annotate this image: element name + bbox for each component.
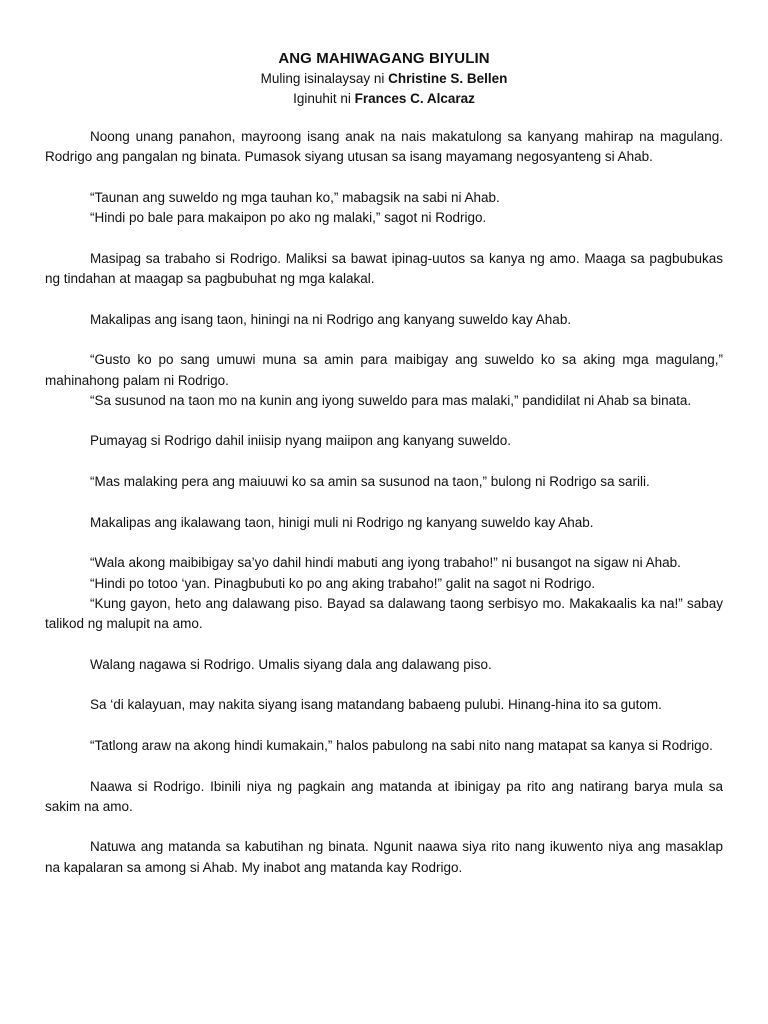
story-paragraph: Makalipas ang isang taon, hiningi na ni Rodrigo ang kanyang suweldo kay Ahab. [90, 311, 572, 327]
retold-by-line [45, 69, 723, 89]
story-block [45, 777, 723, 818]
story-paragraph: Pumayag si Rodrigo dahil iniisip nyang maiipon ang kanyang suweldo. [90, 433, 512, 449]
author-name: Christine S. Bellen [388, 71, 508, 86]
story-block [45, 736, 723, 756]
story-paragraph: “Kung gayon, heto ang dalawang piso. Bayad sa dalawang taong serbisyo mo. Makakaalis ka na!” sabay talikod ng malupit na amo. [45, 595, 723, 632]
document-title: ANG MAHIWAGANG BIYULIN [278, 50, 490, 67]
story-block [45, 127, 723, 168]
story-block [45, 431, 723, 451]
story-paragraph: “Mas malaking pera ang maiuuwi ko sa amin sa susunod na taon,” bulong ni Rodrigo sa sarili. [90, 474, 650, 490]
illustrated-by-prefix: Iginuhit ni [293, 91, 355, 106]
illustrated-by-line [45, 89, 723, 109]
story-paragraph: “Sa susunod na taon mo na kunin ang iyong suweldo para mas malaki,” pandidilat ni Ahab sa binata. [90, 392, 692, 408]
story-paragraph: “Hindi po bale para makaipon po ako ng malaki,” sagot ni Rodrigo. [90, 210, 487, 226]
story-paragraph: “Tatlong araw na akong hindi kumakain,” halos pabulong na sabi nito nang matapat sa kanya si Rodrigo. [90, 737, 713, 753]
story-block [45, 513, 723, 533]
story-paragraph: Walang nagawa si Rodrigo. Umalis siyang dala ang dalawang piso. [90, 656, 492, 672]
story-block [45, 695, 723, 715]
story-paragraph: Noong unang panahon, mayroong isang anak na nais makatulong sa kanyang mahirap na magulang. Rodrigo ang pangalan ng binata. Pumasok siyang utusan sa isang mayamang negosyanteng si Ahab. [45, 129, 723, 165]
story-block [45, 837, 723, 878]
illustrator-name: Frances C. Alcaraz [354, 91, 475, 106]
story-paragraph: Makalipas ang ikalawang taon, hinigi muli ni Rodrigo ng kanyang suweldo kay Ahab. [90, 514, 594, 530]
story-block [45, 553, 723, 634]
document-header [45, 48, 723, 109]
story-block [45, 249, 723, 290]
story-block [45, 310, 723, 330]
story-block [45, 188, 723, 229]
story-block [45, 350, 723, 411]
story-paragraph: Natuwa ang matanda sa kabutihan ng binata. Ngunit naawa siya rito nang ikuwento niya ang masaklap na kapalaran sa among si Ahab. My inabot ang matanda kay Rodrigo. [45, 839, 723, 875]
story-block [45, 655, 723, 675]
retold-by-prefix: Muling isinalaysay ni [260, 71, 389, 86]
story-paragraph: “Taunan ang suweldo ng mga tauhan ko,” mabagsik na sabi ni Ahab. [90, 189, 500, 205]
story-paragraph: Masipag sa trabaho si Rodrigo. Maliksi sa bawat ipinag-uutos sa kanya ng amo. Maaga sa pagbubukas ng tindahan at maagap sa pagbubuhat ng mga kalakal. [45, 250, 723, 287]
story-paragraph: “Wala akong maibibigay sa’yo dahil hindi mabuti ang iyong trabaho!” ni busangot na sigaw ni Ahab. [90, 555, 681, 571]
story-block [45, 472, 723, 492]
document-page [45, 48, 723, 898]
story-body [45, 127, 723, 878]
story-paragraph: Naawa si Rodrigo. Ibinili niya ng pagkain ang matanda at ibinigay pa rito ang natirang barya mula sa sakim na amo. [45, 778, 723, 814]
story-paragraph: Sa ‘di kalayuan, may nakita siyang isang matandang babaeng pulubi. Hinang-hina ito sa gutom. [90, 697, 662, 713]
story-paragraph: “Gusto ko po sang umuwi muna sa amin para maibigay ang suweldo ko sa aking mga magulang,” mahinahong palam ni Rodrigo. [45, 352, 723, 388]
story-paragraph: “Hindi po totoo ‘yan. Pinagbubuti ko po ang aking trabaho!” galit na sagot ni Rodrigo. [90, 575, 596, 591]
